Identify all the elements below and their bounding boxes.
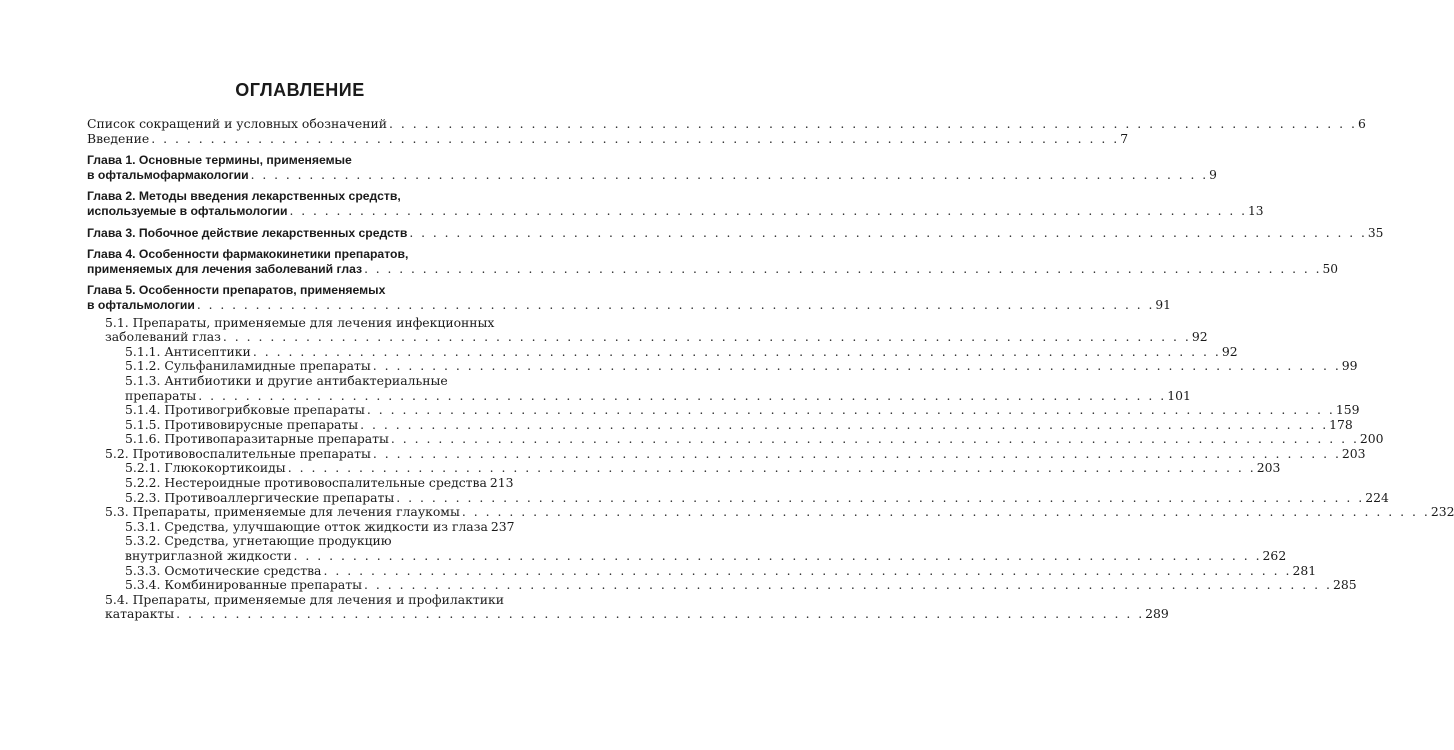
toc-entry-text-line: Глава 3. Побочное действие лекарственных средств <box>87 225 408 240</box>
toc-entry-text-line: Глава 5. Особенности препаратов, применяемых <box>87 283 386 298</box>
dot-leader <box>253 345 1221 360</box>
toc-entry-last-line <box>87 167 1217 183</box>
toc-section-entry[interactable] <box>87 372 1191 403</box>
toc-entry-text-line: катаракты <box>105 606 175 622</box>
dot-leader <box>151 132 1119 147</box>
toc-entry-text-line: в офтальмофармакологии <box>87 167 249 182</box>
page-number: 50 <box>1322 261 1339 276</box>
dot-leader <box>323 564 1291 579</box>
dot-leader <box>389 117 1357 132</box>
toc-entry-last-line <box>87 130 1129 147</box>
toc-section-entry[interactable] <box>87 518 515 535</box>
toc-entry-last-line <box>105 504 1454 520</box>
toc-entry-text-line: Глава 1. Основные термины, применяемые <box>87 153 352 168</box>
page-number: 13 <box>1247 203 1264 218</box>
page-number: 281 <box>1292 562 1317 578</box>
toc-entry-last-line <box>125 343 1238 360</box>
toc-section-entry[interactable] <box>87 533 1287 564</box>
toc-entry-last-line <box>105 445 1366 462</box>
toc-entry-last-line <box>125 431 1384 447</box>
toc-chapter-entry[interactable] <box>87 247 1339 276</box>
toc-section-entry[interactable] <box>87 343 1238 360</box>
toc-entry-text-line: 5.2.2. Нестероидные противовоспалительные средства <box>125 475 487 491</box>
toc-section-entry[interactable] <box>87 416 1353 433</box>
toc-section-entry[interactable] <box>87 460 1281 476</box>
toc-entry-text-line: препараты <box>125 387 197 403</box>
dot-leader <box>289 204 1246 219</box>
dot-leader <box>373 359 1341 374</box>
toc-entry-text-line: 5.2.1. Глюкокортикоиды <box>125 460 286 476</box>
toc-entry-text-line: Глава 4. Особенности фармакокинетики препаратов, <box>87 247 409 262</box>
dot-leader <box>364 262 1321 277</box>
dot-leader <box>223 330 1191 345</box>
dot-leader <box>462 505 1430 520</box>
chapter-spacer <box>87 240 507 247</box>
page-number: 203 <box>1341 445 1366 461</box>
chapter-spacer <box>87 146 507 153</box>
dot-leader <box>198 389 1166 404</box>
toc-entry-text-line: применяемых для лечения заболеваний глаз <box>87 261 363 276</box>
chapter-spacer <box>87 276 507 283</box>
dot-leader <box>176 607 1144 622</box>
toc-entry-text-line: 5.1.5. Противовирусные препараты <box>125 416 359 432</box>
page-number: 6 <box>1357 116 1366 131</box>
toc-entry-last-line <box>125 489 1389 506</box>
toc-entry-text-line: 5.2.3. Противоаллергические препараты <box>125 489 395 505</box>
toc-entry-text-line: 5.1. Препараты, применяемые для лечения инфекционных <box>105 314 495 330</box>
page-number: 91 <box>1155 297 1171 312</box>
table-of-contents <box>87 116 1454 622</box>
page-number: 99 <box>1341 358 1358 374</box>
dot-leader <box>409 226 1366 241</box>
toc-entry-last-line <box>87 297 1171 313</box>
page-number: 178 <box>1329 416 1353 432</box>
toc-entry-text-line: в офтальмологии <box>87 297 195 312</box>
toc-section-entry[interactable] <box>87 504 1454 520</box>
toc-section-entry[interactable] <box>87 402 1360 418</box>
toc-entry-text-line: 5.1.2. Сульфаниламидные препараты <box>125 358 371 374</box>
toc-entry-text-line: 5.3.2. Средства, угнетающие продукцию <box>125 533 392 549</box>
toc-entry[interactable] <box>87 116 1366 132</box>
dot-leader <box>251 168 1208 183</box>
toc-entry-last-line <box>125 548 1287 564</box>
toc-entry-last-line <box>125 460 1281 476</box>
toc-entry-last-line <box>125 358 1358 374</box>
page-number: 289 <box>1145 606 1169 622</box>
page-number: 262 <box>1262 548 1287 564</box>
toc-chapter-entry[interactable] <box>87 189 1264 218</box>
dot-leader <box>360 418 1328 433</box>
toc-entry-text-line: Список сокращений и условных обозначений <box>87 116 387 131</box>
page-number: 92 <box>1221 343 1238 359</box>
dot-leader <box>373 447 1341 462</box>
page-number: 285 <box>1332 577 1357 593</box>
toc-entry-last-line <box>87 203 1264 219</box>
page-number: 232 <box>1430 504 1454 520</box>
dot-leader <box>288 461 1256 476</box>
toc-entry-last-line <box>125 387 1191 404</box>
toc-entry-text-line: 5.1.1. Антисептики <box>125 343 251 359</box>
toc-entry-last-line <box>125 562 1317 579</box>
chapter-spacer <box>87 182 507 189</box>
page-number: 237 <box>490 518 515 534</box>
dot-leader <box>197 298 1154 313</box>
toc-entry-last-line <box>87 261 1339 277</box>
toc-entry-text-line: используемые в офтальмологии <box>87 203 288 218</box>
page-number: 200 <box>1359 431 1384 447</box>
toc-entry-text-line: 5.3.1. Средства, улучшающие отток жидкости из глаза <box>125 518 488 534</box>
page-number: 9 <box>1209 167 1217 182</box>
toc-section-entry[interactable] <box>87 591 1169 622</box>
toc-entry-text-line: 5.3.4. Комбинированные препараты <box>125 577 362 593</box>
toc-section-entry[interactable] <box>87 445 1366 462</box>
toc-entry-text-line: 5.1.6. Противопаразитарные препараты <box>125 431 389 447</box>
toc-entry-last-line <box>87 225 1384 241</box>
toc-entry-text-line: 5.3. Препараты, применяемые для лечения глаукомы <box>105 504 460 520</box>
toc-entry-last-line <box>125 577 1357 593</box>
dot-leader <box>396 491 1364 506</box>
toc-chapter-entry[interactable] <box>87 225 1384 241</box>
toc-section-entry[interactable] <box>87 475 514 491</box>
toc-section-entry[interactable] <box>87 358 1358 374</box>
toc-entry-text-line: Глава 2. Методы введения лекарственных средств, <box>87 189 401 204</box>
chapter-spacer <box>87 219 507 226</box>
page-number: 101 <box>1167 387 1191 403</box>
toc-entry-text-line: 5.2. Противовоспалительные препараты <box>105 445 371 461</box>
page-number: 213 <box>489 475 514 491</box>
toc-entry-text-line: заболеваний глаз <box>105 329 221 345</box>
toc-entry-text-line: Введение <box>87 130 150 146</box>
dot-leader <box>391 432 1359 447</box>
toc-chapter-entry[interactable] <box>87 153 1217 182</box>
toc-entry-last-line <box>125 475 514 491</box>
toc-entry-text-line: внутриглазной жидкости <box>125 548 292 564</box>
page-number: 92 <box>1191 329 1208 345</box>
toc-entry-text-line: 5.1.3. Антибиотики и другие антибактериальные <box>125 372 448 388</box>
toc-entry-last-line <box>105 606 1169 622</box>
page-number: 7 <box>1120 130 1129 146</box>
page-title: ОГЛАВЛЕНИЕ <box>235 80 365 100</box>
toc-entry-last-line <box>105 329 1208 345</box>
dot-leader <box>367 403 1335 418</box>
toc-chapter-entry[interactable] <box>87 283 1171 312</box>
toc-section-entry[interactable] <box>87 577 1357 593</box>
page-number: 203 <box>1256 460 1281 476</box>
toc-entry-last-line <box>125 416 1353 433</box>
toc-entry-text-line: 5.4. Препараты, применяемые для лечения и профилактики <box>105 591 504 607</box>
dot-leader <box>364 578 1332 593</box>
page-number: 35 <box>1367 225 1384 240</box>
dot-leader <box>294 549 1262 564</box>
toc-entry-last-line <box>125 402 1360 418</box>
toc-entry-last-line <box>87 116 1366 132</box>
toc-section-entry[interactable] <box>87 562 1317 579</box>
page-number: 159 <box>1335 402 1360 418</box>
page-number: 224 <box>1365 489 1389 505</box>
toc-entry-text-line: 5.1.4. Противогрибковые препараты <box>125 402 365 418</box>
toc-section-entry[interactable] <box>87 431 1384 447</box>
toc-entry-last-line <box>125 518 515 535</box>
toc-section-entry[interactable] <box>87 314 1208 345</box>
toc-section-entry[interactable] <box>87 489 1389 506</box>
toc-entry[interactable] <box>87 130 1129 147</box>
toc-entry-text-line: 5.3.3. Осмотические средства <box>125 562 322 578</box>
